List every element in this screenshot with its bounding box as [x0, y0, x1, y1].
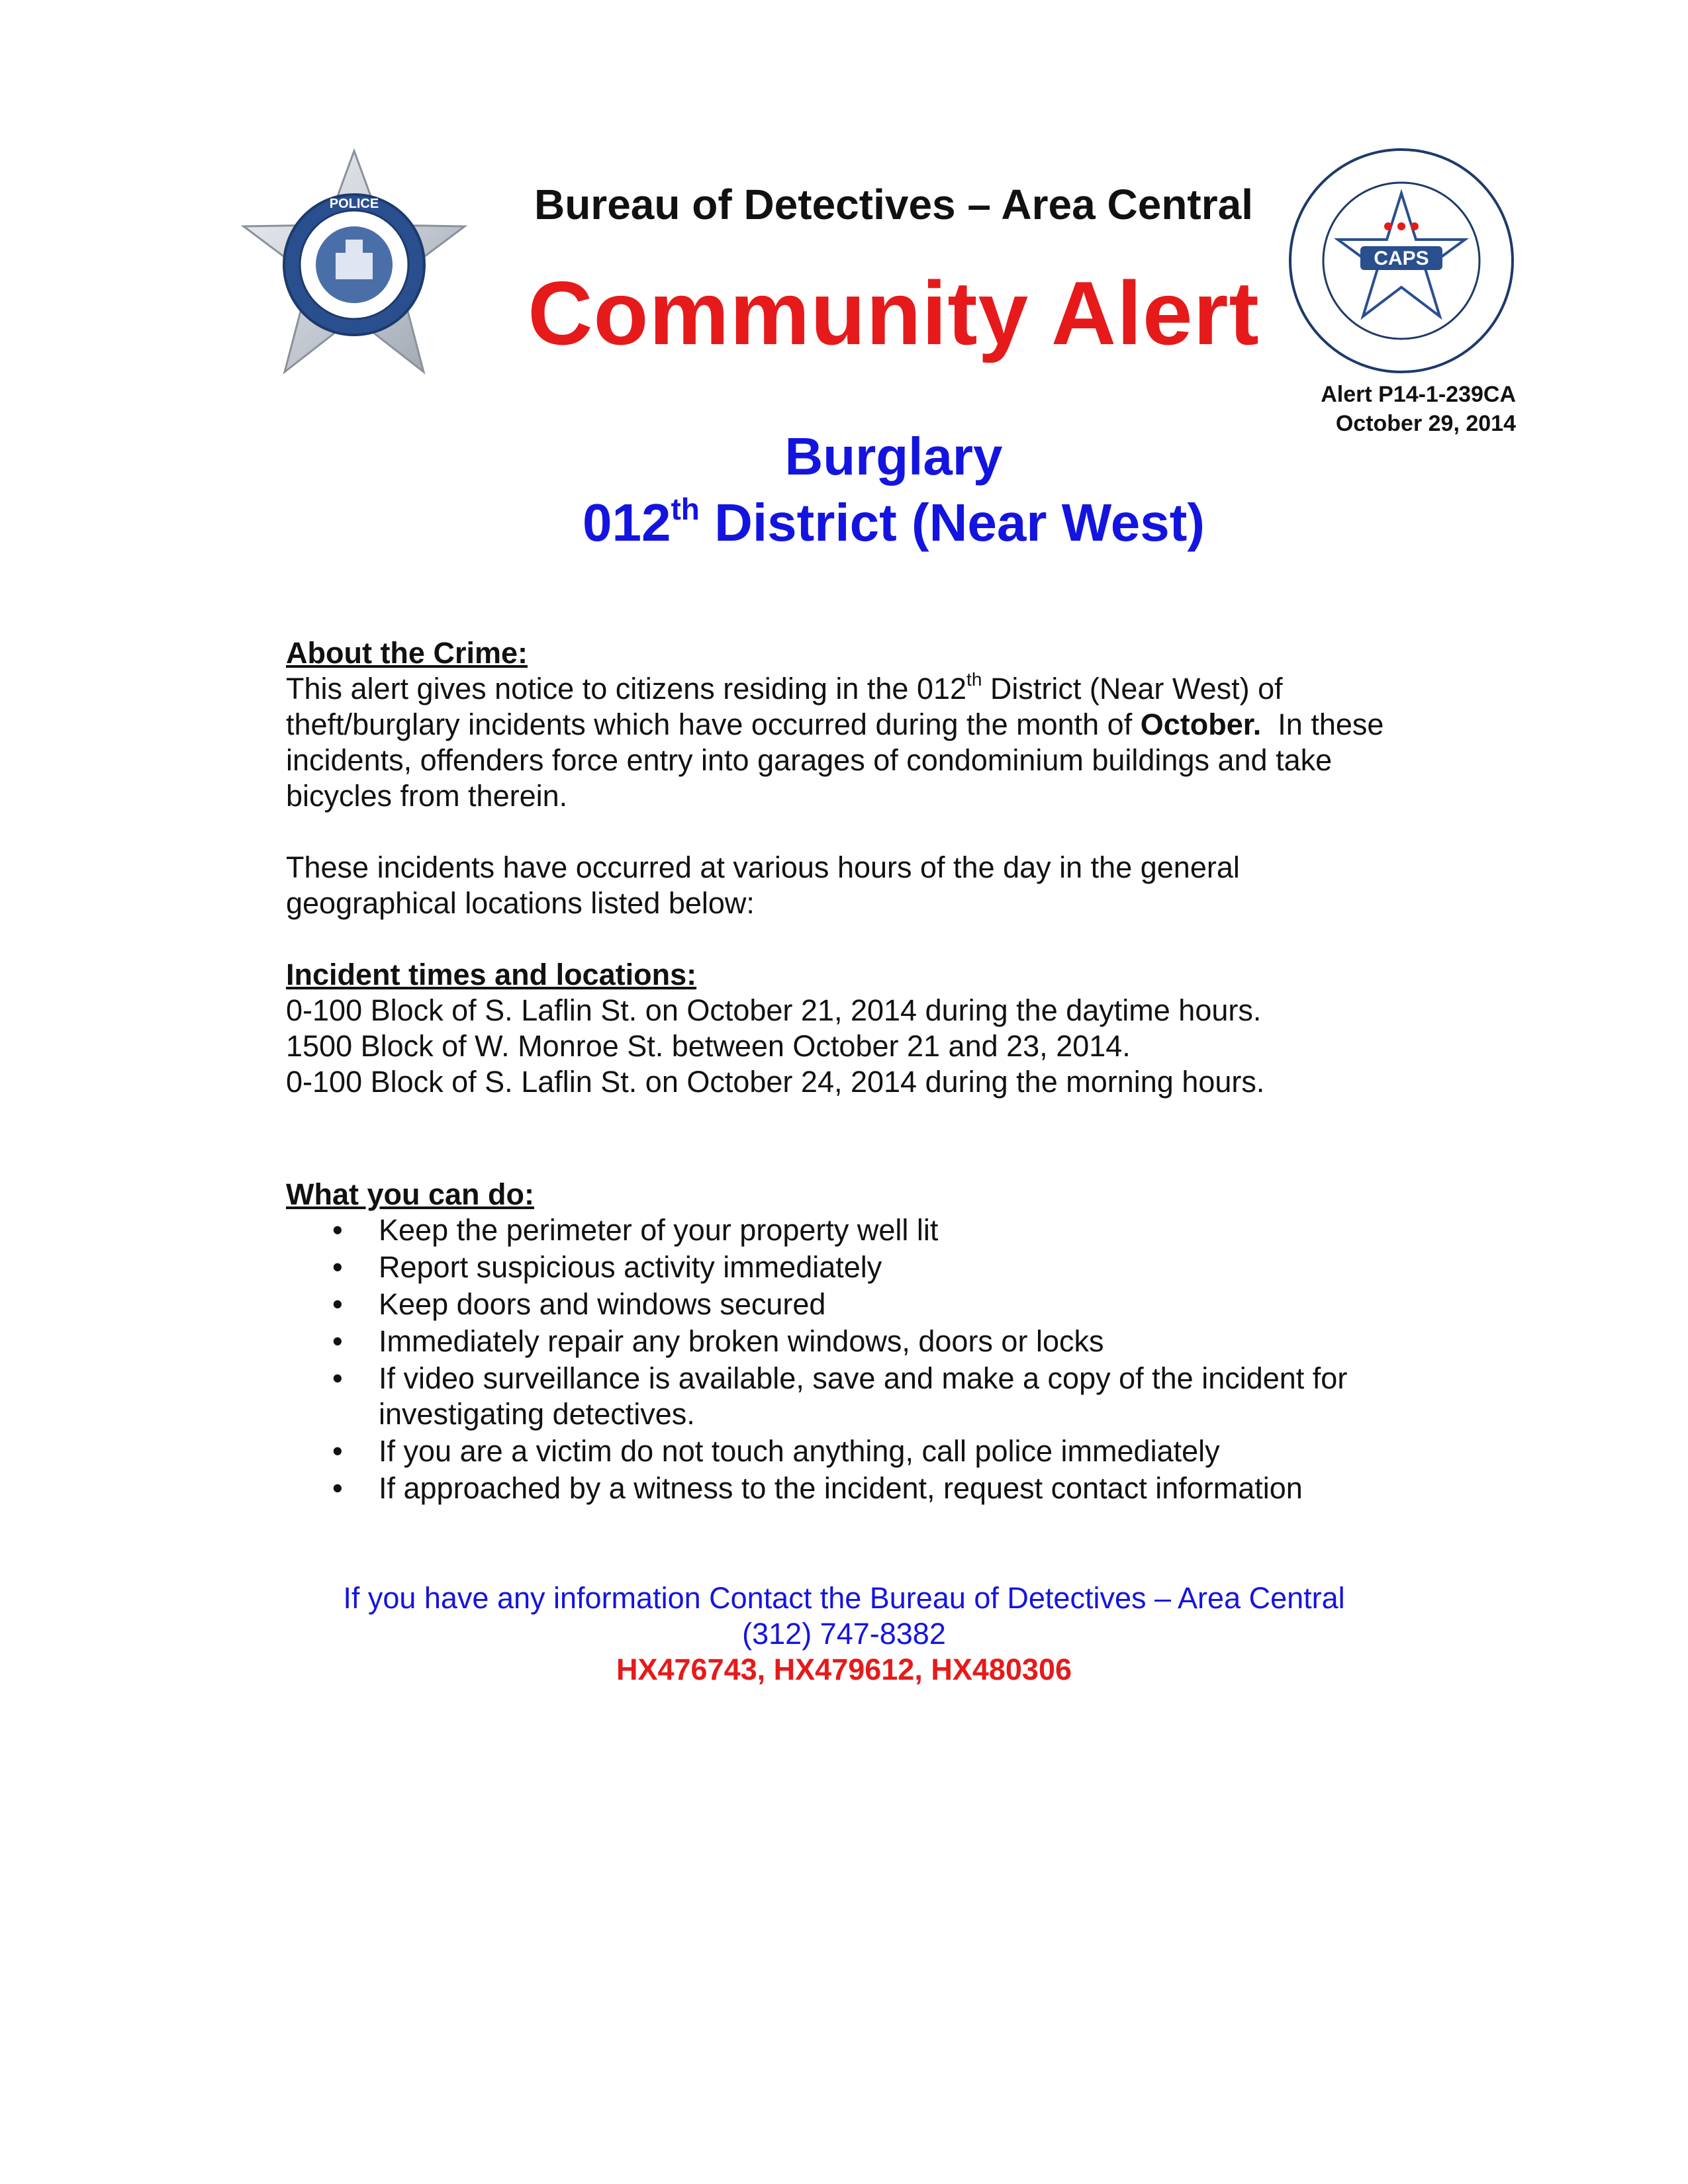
about-text: theft/burglary incidents which have occurred during the month of — [286, 707, 1141, 741]
case-numbers: HX476743, HX479612, HX480306 — [616, 1653, 1072, 1686]
actions-heading: What you can do: — [286, 1177, 534, 1211]
about-text: District (Near West) of — [982, 672, 1283, 705]
police-star-badge-icon — [233, 147, 475, 380]
alert-number: Alert P14-1-239CA — [1321, 382, 1516, 407]
about-paragraph-2 — [286, 850, 1451, 921]
about-text: incidents, offenders force entry into garages of condominium buildings and take — [286, 743, 1333, 777]
action-text: Report suspicious activity immediately — [379, 1250, 882, 1284]
title-block — [331, 424, 1456, 556]
district-title — [331, 490, 1456, 556]
action-text: If approached by a witness to the incident, request contact information — [379, 1471, 1303, 1505]
contact-block — [199, 1580, 1489, 1688]
bullet-icon: • — [332, 1361, 343, 1395]
action-item — [332, 1324, 1451, 1359]
actions-list — [286, 1212, 1451, 1506]
incident-item: 0-100 Block of S. Laflin St. on October 21, 2014 during the daytime hours. — [286, 993, 1262, 1027]
bullet-icon: • — [332, 1434, 343, 1468]
action-text: Keep doors and windows secured — [379, 1287, 826, 1321]
incident-item: 0-100 Block of S. Laflin St. on October 24, 2014 during the morning hours. — [286, 1065, 1265, 1099]
alert-date: October 29, 2014 — [1335, 411, 1516, 436]
about-text: In these — [1261, 707, 1384, 741]
bullet-icon: • — [332, 1287, 343, 1321]
action-text: Keep the perimeter of your property well lit — [379, 1213, 939, 1247]
about-text: geographical locations listed below: — [286, 886, 755, 920]
action-text: If you are a victim do not touch anything, call police immediately — [379, 1434, 1220, 1468]
bullet-icon: • — [332, 1471, 343, 1505]
action-item — [332, 1287, 1451, 1322]
badge-text-police: POLICE — [329, 197, 379, 211]
contact-line: If you have any information Contact the Bureau of Detectives – Area Central — [343, 1581, 1345, 1615]
bullet-icon: • — [332, 1324, 343, 1358]
about-sup: th — [966, 669, 982, 690]
district-suffix: th — [671, 492, 700, 526]
about-text: These incidents have occurred at various hours of the day in the general — [286, 850, 1240, 884]
caps-seal-icon — [1288, 147, 1516, 375]
incidents-heading: Incident times and locations: — [286, 958, 697, 991]
contact-phone: (312) 747-8382 — [742, 1617, 946, 1651]
action-item — [332, 1433, 1451, 1469]
action-item — [332, 1361, 1411, 1432]
district-number: 012 — [582, 493, 671, 552]
action-item — [332, 1212, 1451, 1248]
bullet-icon: • — [332, 1250, 343, 1284]
bureau-heading: Bureau of Detectives – Area Central — [534, 181, 1254, 228]
about-text: This alert gives notice to citizens residing in the 012 — [286, 672, 967, 705]
action-item — [332, 1250, 1451, 1285]
incident-item: 1500 Block of W. Monroe St. between October 21 and 23, 2014. — [286, 1029, 1131, 1063]
action-item — [332, 1471, 1451, 1506]
caps-seal-center-text: CAPS — [1374, 248, 1429, 269]
action-text: If video surveillance is available, save and make a copy of the incident for investigating detectives. — [379, 1361, 1348, 1431]
action-text: Immediately repair any broken windows, doors or locks — [379, 1324, 1104, 1358]
about-heading: About the Crime: — [286, 636, 528, 670]
district-name: District (Near West) — [699, 493, 1205, 552]
alert-body — [286, 635, 1451, 1508]
bullet-icon: • — [332, 1213, 343, 1247]
crime-title: Burglary — [784, 427, 1003, 486]
community-alert-title: Community Alert — [528, 263, 1260, 363]
about-text: bicycles from therein. — [286, 779, 568, 813]
about-month: October. — [1140, 707, 1262, 741]
about-paragraph-1 — [286, 671, 1451, 814]
